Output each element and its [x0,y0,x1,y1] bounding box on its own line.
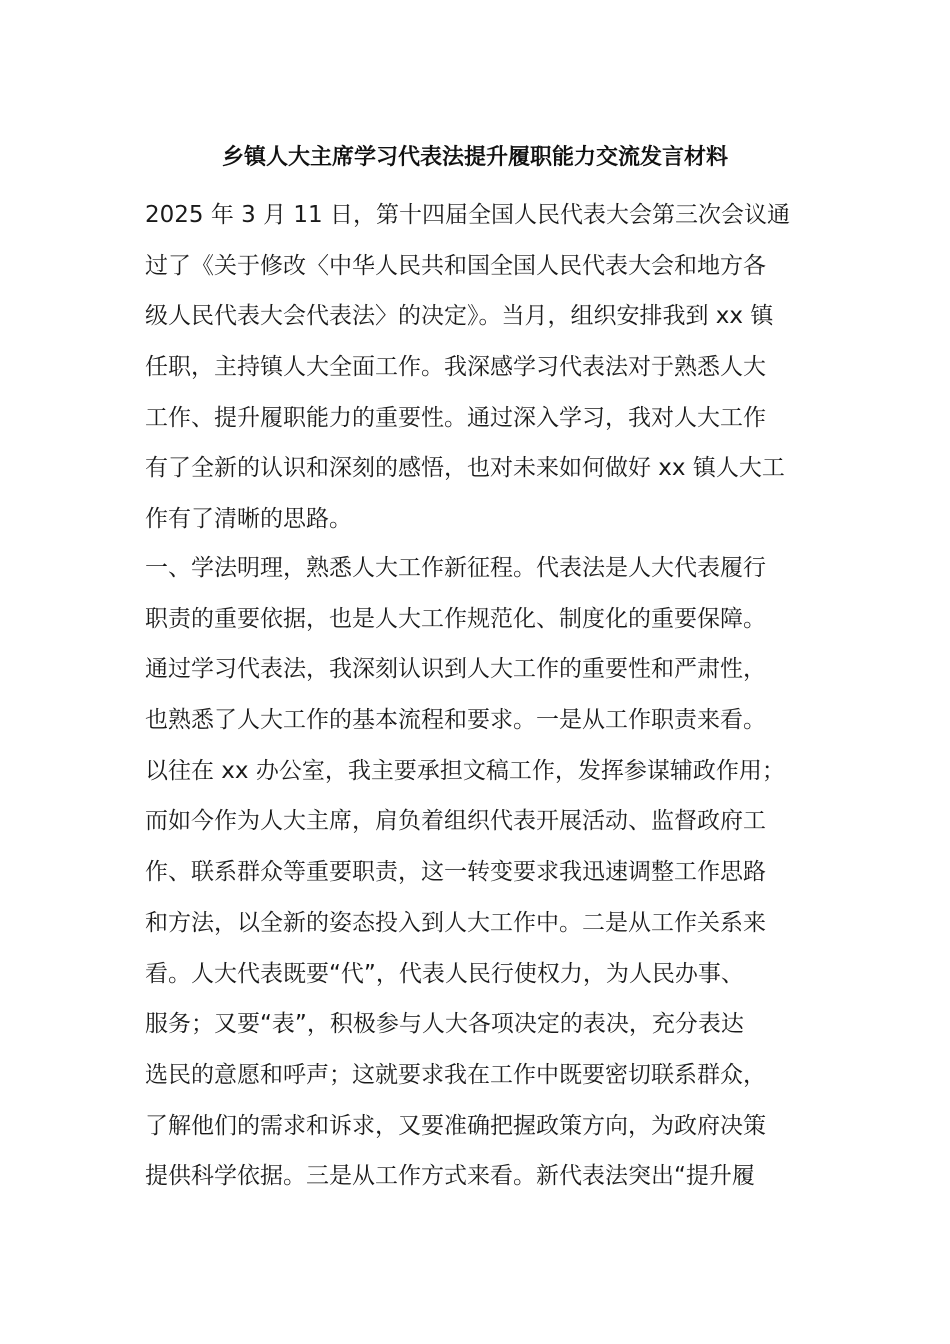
text-line: 选民的意愿和呼声；这就要求我在工作中既要密切联系群众， [145,1061,766,1088]
text-line: 职责的重要依据，也是人大工作规范化、制度化的重要保障。 [145,605,766,632]
document-title: 乡镇人大主席学习代表法提升履职能力交流发言材料 [221,145,728,170]
text-line: 任职，主持镇人大全面工作。我深感学习代表法对于熟悉人大 [145,354,766,381]
text-line: 级人民代表大会代表法〉的决定》。当月，组织安排我到 xx 镇 [145,303,774,330]
text-line: 有了全新的认识和深刻的感悟，也对未来如何做好 xx 镇人大工 [145,455,785,482]
paragraph-section-one [145,543,805,1202]
text-line: 2025 年 3 月 11 日，第十四届全国人民代表大会第三次会议通 [145,202,790,228]
text-line: 提供科学依据。三是从工作方式来看。新代表法突出“提升履 [145,1163,755,1190]
text-line: 而如今作为人大主席，肩负着组织代表开展活动、监督政府工 [145,808,766,835]
text-line: 服务；又要“表”，积极参与人大各项决定的表决，充分表达 [145,1011,744,1038]
text-line: 工作、提升履职能力的重要性。通过深入学习，我对人大工作 [145,404,766,431]
text-line: 作、联系群众等重要职责，这一转变要求我迅速调整工作思路 [145,859,766,886]
text-line: 一、学法明理，熟悉人大工作新征程。代表法是人大代表履行 [145,555,766,581]
text-line: 通过学习代表法，我深刻认识到人大工作的重要性和严肃性， [145,656,766,683]
text-line: 作有了清晰的思路。 [145,506,352,533]
text-line: 过了《关于修改〈中华人民共和国全国人民代表大会和地方各 [145,252,766,279]
text-line: 了解他们的需求和诉求，又要准确把握政策方向，为政府决策 [145,1112,766,1139]
text-line: 也熟悉了人大工作的基本流程和要求。一是从工作职责来看。 [145,707,766,734]
paragraph-intro [145,190,805,545]
text-line: 看。人大代表既要“代”，代表人民行使权力，为人民办事、 [145,960,744,987]
text-line: 以往在 xx 办公室，我主要承担文稿工作，发挥参谋辅政作用； [145,757,785,784]
text-line: 和方法，以全新的姿态投入到人大工作中。二是从工作关系来 [145,909,766,936]
